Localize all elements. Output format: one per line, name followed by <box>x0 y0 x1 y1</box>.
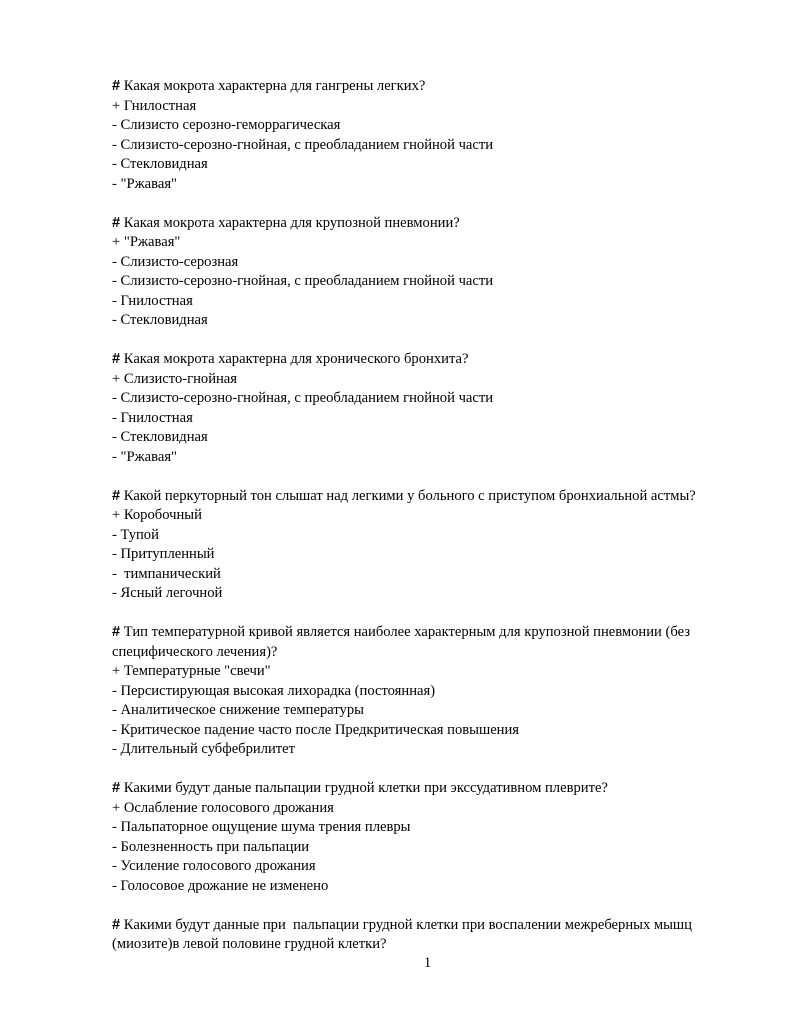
answer-option: - Слизисто-серозная <box>112 253 239 270</box>
question-block <box>112 779 752 896</box>
question-marker: # <box>112 214 121 231</box>
answer-option: - Ясный легочной <box>112 585 223 601</box>
answer-option: - Критическое падение часто после Предкритическая повышения <box>112 721 520 738</box>
answer-option: - "Ржавая" <box>112 175 177 192</box>
answer-option: + Гнилостная <box>112 97 197 114</box>
document-body <box>112 77 752 974</box>
question-marker: # <box>112 351 121 367</box>
answer-option: + Коробочный <box>112 507 202 523</box>
answer-option: - Слизисто-серозно-гнойная, с преобладанием гнойной части <box>112 390 494 406</box>
answer-option: - Стекловидная <box>112 429 208 445</box>
answer-option: - "Ржавая" <box>112 448 177 465</box>
question-marker: # <box>112 624 121 640</box>
answer-option: + "Ржавая" <box>112 234 181 250</box>
question-text: # Какой перкуторный тон слышат над легкими у больного с приступом бронхиальной астмы? <box>112 487 696 504</box>
answer-option: - Длительный субфебрилитет <box>112 741 296 757</box>
answer-option: - Притупленный <box>112 546 215 562</box>
answer-option: - Голосовое дрожание не изменено <box>112 877 329 894</box>
answer-option: - Персистирующая высокая лихорадка (постоянная) <box>112 682 436 699</box>
answer-option: - Гнилостная <box>112 292 193 309</box>
question-text: # Какая мокрота характерна для гангрены легких? <box>112 78 426 94</box>
page-number: 1 <box>423 955 432 971</box>
answer-option: - Гнилостная <box>112 409 193 426</box>
answer-option: + Ослабление голосового дрожания <box>112 799 334 816</box>
question-block <box>112 487 752 604</box>
question-block <box>112 77 752 194</box>
question-marker: # <box>112 780 121 796</box>
answer-option: - Слизисто серозно-геморрагическая <box>112 117 341 133</box>
question-text: # Какими будут даные пальпации грудной клетки при экссудативном плеврите? <box>112 780 608 796</box>
answer-option: - Тупой <box>112 526 159 543</box>
answer-option: + Слизисто-гнойная <box>112 370 238 387</box>
question-text: # Тип температурной кривой является наиболее характерным для крупозной пневмонии (без специфического лечения)? <box>112 624 694 660</box>
answer-option: - Пальпаторное ощущение шума трения плевры <box>112 819 411 835</box>
question-marker: # <box>112 78 121 94</box>
answer-option: - Болезненность при пальпации <box>112 838 310 855</box>
answer-option: + Температурные "свечи" <box>112 663 271 679</box>
answer-option: - Стекловидная <box>112 156 208 172</box>
question-marker: # <box>112 487 121 504</box>
answer-option: - Стекловидная <box>112 312 208 328</box>
answer-option: - Аналитическое снижение температуры <box>112 702 364 718</box>
question-block <box>112 916 752 955</box>
answer-option: - Усиление голосового дрожания <box>112 858 316 874</box>
question-block <box>112 214 752 331</box>
question-text: # Какая мокрота характерна для крупозной пневмонии? <box>112 214 460 231</box>
answer-option: - Слизисто-серозно-гнойная, с преобладанием гнойной части <box>112 273 494 289</box>
answer-option: - Слизисто-серозно-гнойная, с преобладанием гнойной части <box>112 136 494 153</box>
question-block <box>112 350 752 467</box>
question-text: # Какая мокрота характерна для хронического бронхита? <box>112 351 469 367</box>
question-block <box>112 623 752 760</box>
answer-option: - тимпанический <box>112 565 221 582</box>
question-text: # Какими будут данные при пальпации грудной клетки при воспалении межреберных мышц (миозите)в левой половине грудной клетки? <box>112 916 696 952</box>
question-marker: # <box>112 916 121 933</box>
